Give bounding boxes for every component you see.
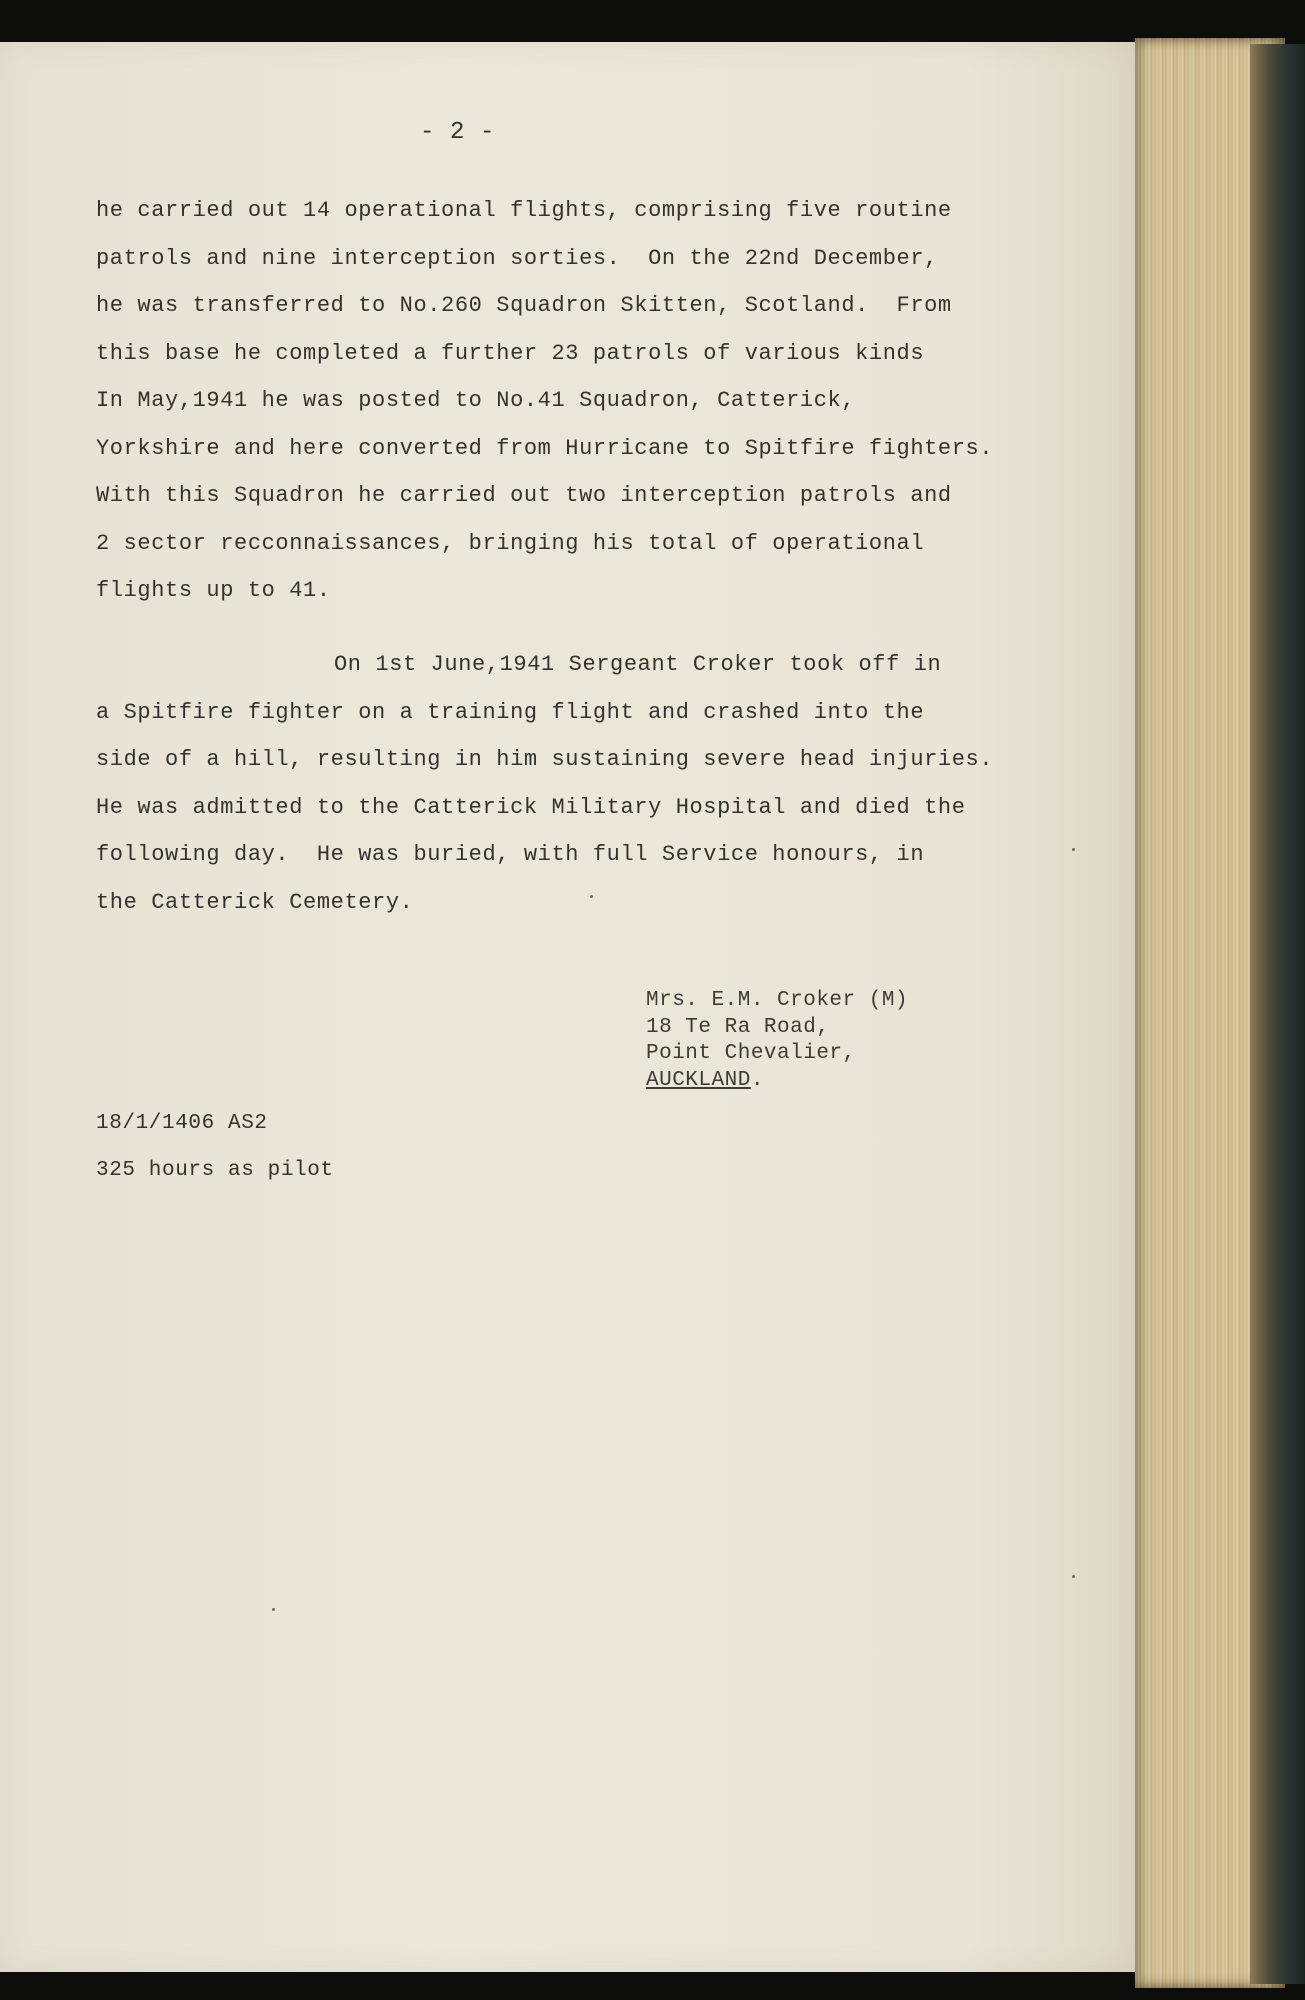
text-line: On 1st June,1941 Sergeant Croker took off in xyxy=(334,652,942,677)
address-street: 18 Te Ra Road, xyxy=(646,1015,830,1039)
next-of-kin-address xyxy=(646,988,908,1094)
text-line: patrols and nine interception sorties. On the 22nd December, xyxy=(96,245,938,271)
address-city-suffix: . xyxy=(750,1068,764,1092)
text-line: Yorkshire and here converted from Hurricane to Spitfire fighters. xyxy=(96,435,994,461)
paragraph-crash-account xyxy=(96,641,993,926)
paper-speck xyxy=(272,1608,275,1611)
paper-speck xyxy=(590,895,593,898)
text-line: he was transferred to No.260 Squadron Skitten, Scotland. From xyxy=(96,293,952,318)
file-reference: 18/1/1406 AS2 xyxy=(96,1112,268,1135)
address-suburb: Point Chevalier, xyxy=(646,1042,856,1065)
text-line: a Spitfire fighter on a training flight and crashed into the xyxy=(96,699,925,725)
text-line: this base he completed a further 23 patrols of various kinds xyxy=(96,340,925,366)
address-name: Mrs. E.M. Croker (M) xyxy=(646,989,909,1012)
text-line: following day. He was buried, with full Service honours, in xyxy=(96,842,925,867)
book-cover-edge xyxy=(1250,44,1305,1984)
address-city: AUCKLAND xyxy=(646,1068,751,1092)
address-city-line xyxy=(646,1068,908,1095)
paper-speck xyxy=(1072,848,1075,851)
text-line: 2 sector recconnaissances, bringing his total of operational xyxy=(96,530,925,556)
page-number: - 2 - xyxy=(420,119,496,146)
text-line: flights up to 41. xyxy=(96,578,331,603)
paper-speck xyxy=(1072,1575,1075,1578)
text-line: In May,1941 he was posted to No.41 Squadron, Catterick, xyxy=(96,388,856,413)
text-line: With this Squadron he carried out two interception patrols and xyxy=(96,483,952,508)
text-line: side of a hill, resulting in him sustaining severe head injuries. xyxy=(96,747,994,772)
text-line: He was admitted to the Catterick Military Hospital and died the xyxy=(96,794,966,820)
reference-block xyxy=(96,1100,334,1194)
pilot-hours: 325 hours as pilot xyxy=(96,1159,334,1182)
text-line: the Catterick Cemetery. xyxy=(96,889,414,915)
paragraph-flight-history xyxy=(96,187,993,615)
text-line: he carried out 14 operational flights, comprising five routine xyxy=(96,198,952,223)
